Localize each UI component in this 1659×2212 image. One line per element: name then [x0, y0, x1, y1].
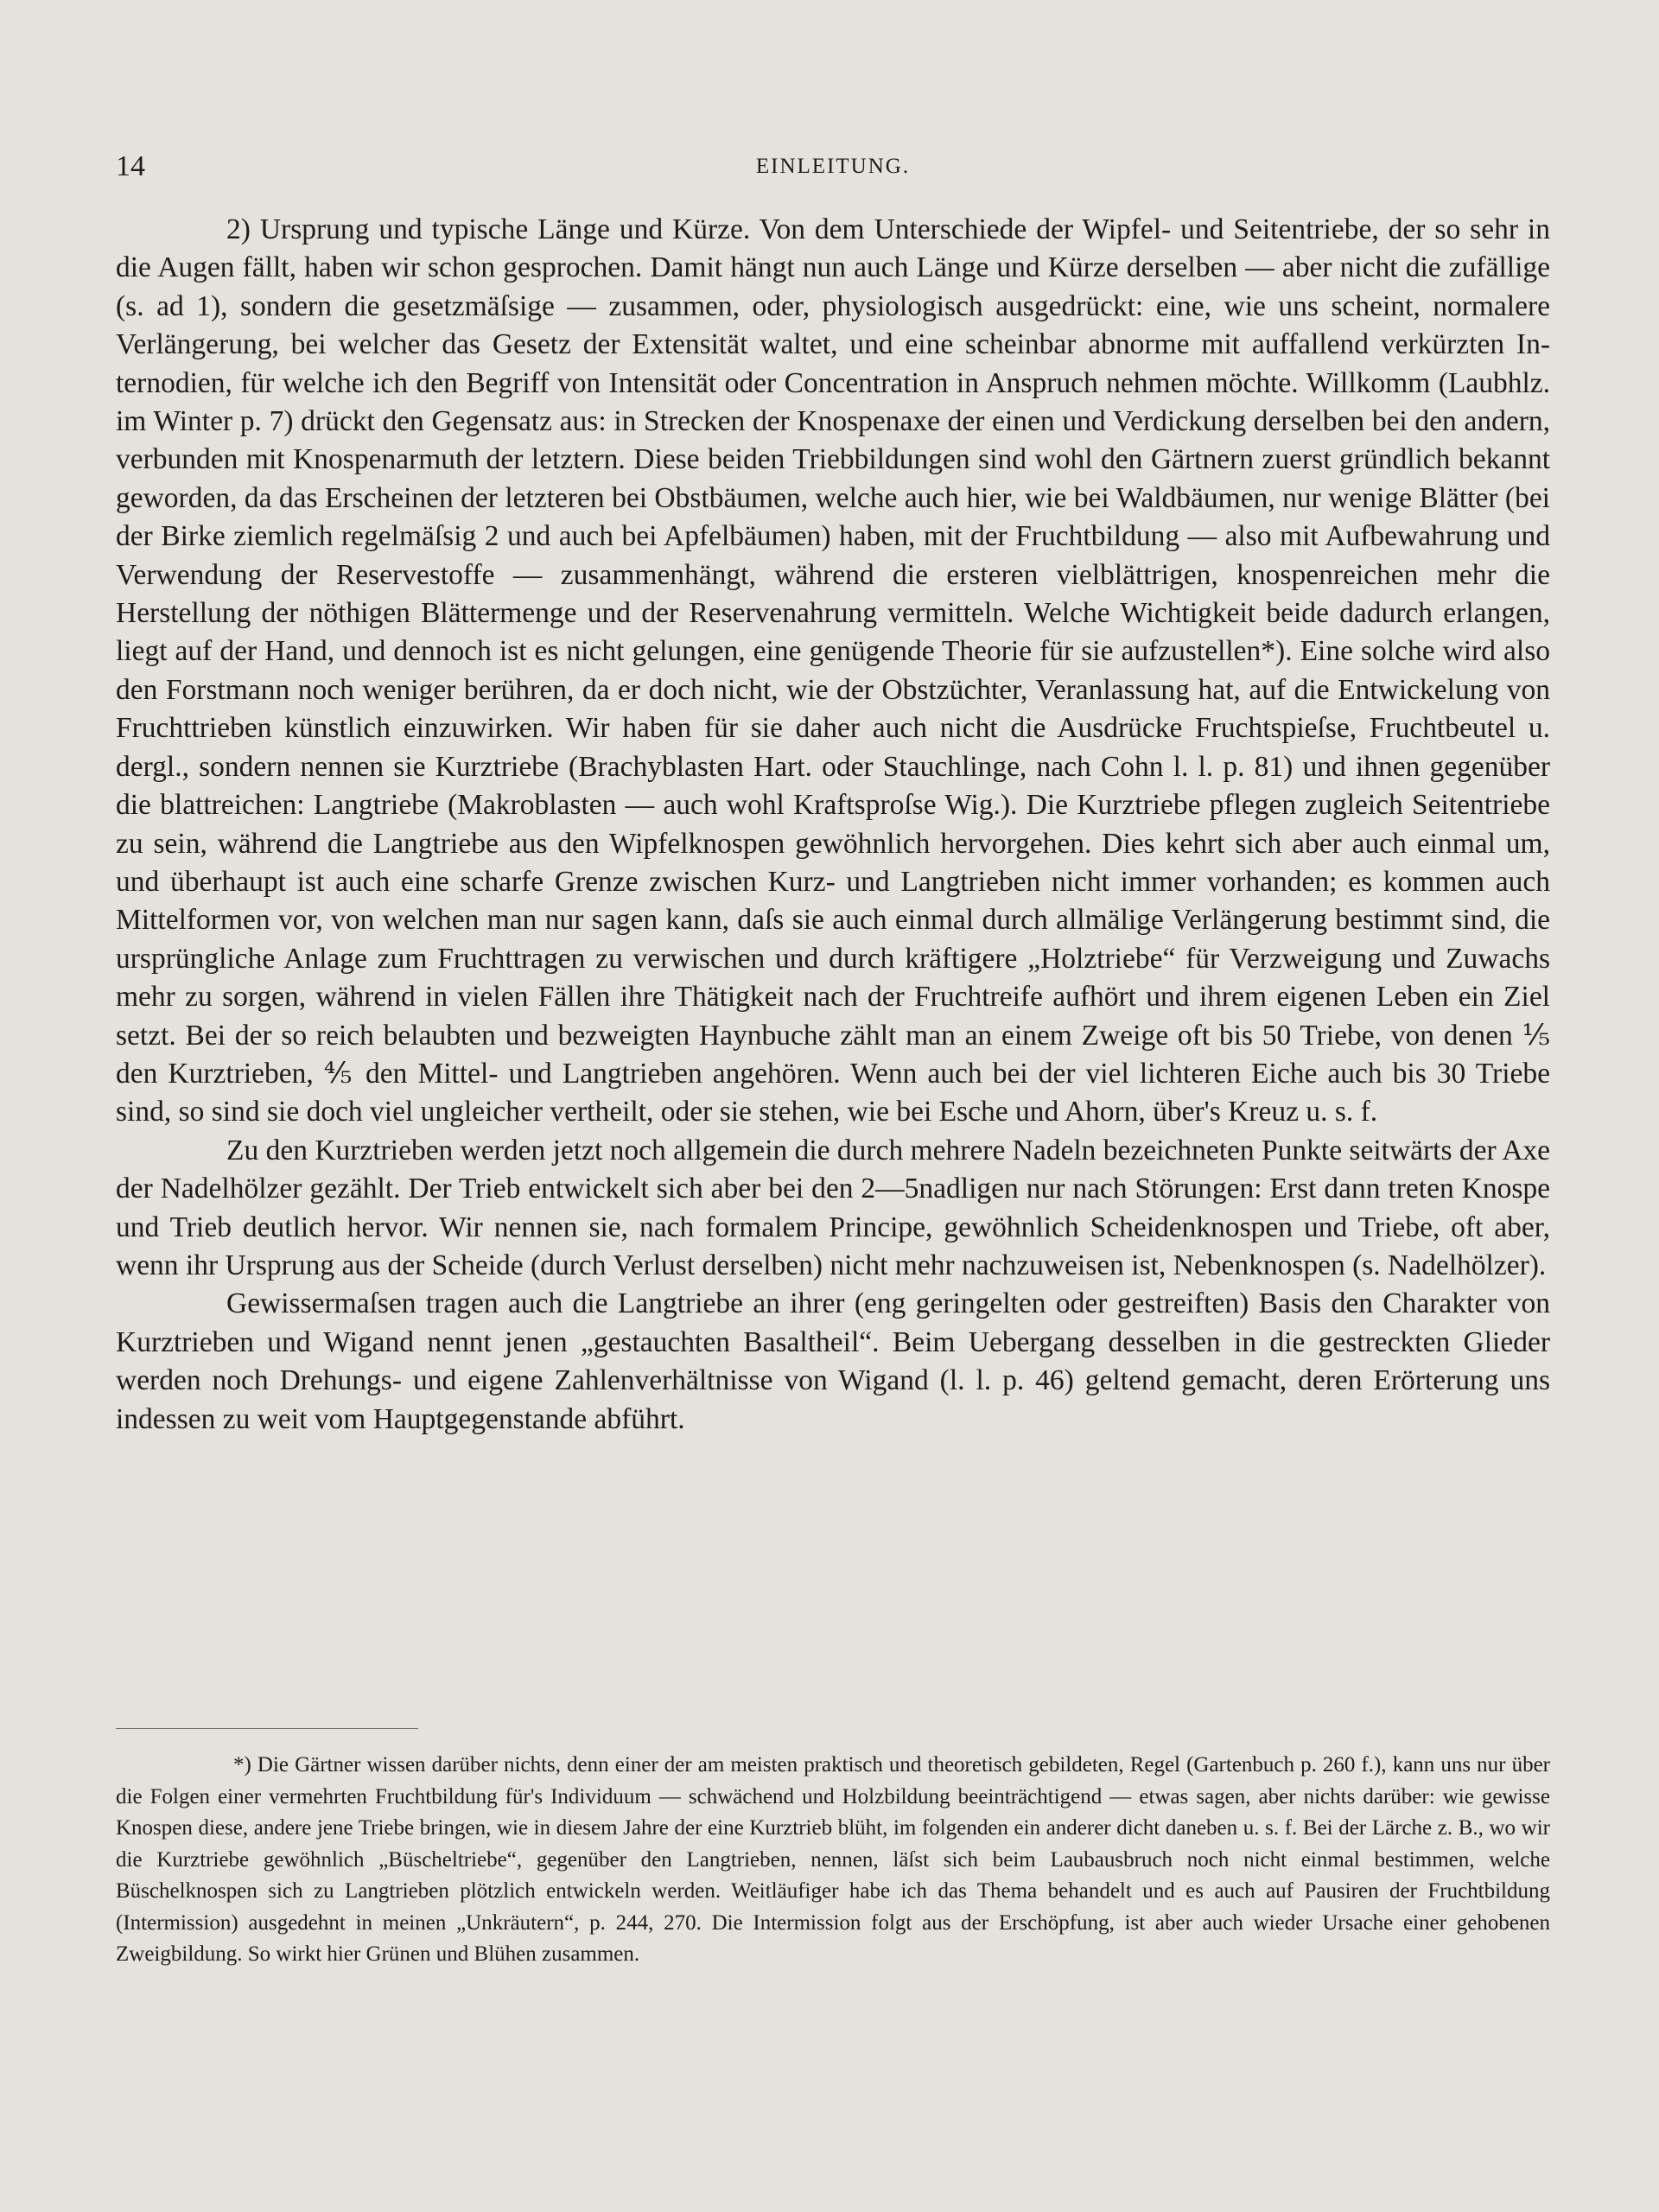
- main-text: [116, 211, 1550, 1439]
- running-title: EINLEITUNG.: [755, 155, 911, 178]
- footnote: *) Die Gärtner wissen darüber nichts, denn einer der am meisten praktisch und theoretisch gebildeten, Regel (Gartenbuch p. 260 f.), kann uns nur über die Folgen einer vermehrten Fruchtbildung für's Individuum — schwächend und Holzbildung beeinträchtigend — etwas sagen, aber nichts darüber: wie gewisse Knospen diese, andere jene Triebe bringen, wie in diesem Jahre der eine Kurztrieb blüht, im folgenden ein anderer dicht daneben u. s. f. Bei der Lärche z. B., wo wir die Kurztriebe gewöhnlich „Büscheltriebe“, gegenüber den Langtrieben, nennen, läſst sich beim Laubausbruch noch nicht einmal bestimmen, welche Büschelknospen sich zu Langtrieben plötzlich entwickeln werden. Weitläufiger habe ich das Thema behandelt und es auch auf Pausiren der Fruchtbildung (Intermission) ausgedehnt in meinen „Unkräutern“, p. 244, 270. Die Intermission folgt aus der Erschöpfung, ist aber auch wieder Ursache einer gehobenen Zweigbildung. So wirkt hier Grünen und Blühen zusammen.: [116, 1753, 1550, 1966]
- footnote-divider: [116, 1728, 418, 1729]
- paragraph-2: Zu den Kurztrieben werden jetzt noch allgemein die durch mehrere Nadeln bezeichneten Punkte seitwärts der Axe der Nadelhölzer gezählt. Der Trieb entwickelt sich aber bei den 2—5nadligen nur nach Störungen: Erst dann treten Knospe und Trieb deutlich hervor. Wir nennen sie, nach formalem Principe, gewöhnlich Scheidenknospen und Triebe, oft aber, wenn ihr Ursprung aus der Scheide (durch Verlust derselben) nicht mehr nachzuweisen ist, Nebenknospen (s. Nadelhölzer).: [116, 1134, 1551, 1281]
- page-header: [116, 145, 1550, 188]
- paragraph-1: 2) Ursprung und typische Länge und Kürze. Von dem Unterschiede der Wipfel- und Seitentriebe, der so sehr in die Augen fällt, haben wir schon gesprochen. Damit hängt nun auch Länge und Kürze derselben — aber nicht die zufällige (s. ad 1), sondern die gesetzmäſsige — zusammen, oder, physiologisch ausgedrückt: eine, wie uns scheint, normalere Verlängerung, bei welcher das Gesetz der Extensität waltet, und eine scheinbar abnorme mit auffallend verkürzten Internodien, für welche ich den Begriff von Intensität oder Concentration in Anspruch nehmen möchte. Willkomm (Laubhlz. im Winter p. 7) drückt den Gegensatz aus: in Strecken der Knospenaxe der einen und Verdickung derselben bei den andern, verbunden mit Knospenarmuth der letztern. Diese beiden Triebbildungen sind wohl den Gärtnern zuerst gründlich bekannt geworden, da das Erscheinen der letzteren bei Obstbäumen, welche auch hier, wie bei Waldbäumen, nur wenige Blätter (bei der Birke ziemlich regelmäſsig 2 und auch bei Apfelbäumen) haben, mit der Fruchtbildung — also mit Aufbewahrung und Verwendung der Reservestoffe — zusammenhängt, während die ersteren vielblättrigen, knospenreichen mehr die Herstellung der nöthigen Blättermenge und der Reservenahrung vermitteln. Welche Wichtigkeit beide dadurch erlangen, liegt auf der Hand, und dennoch ist es nicht gelungen, eine genügende Theorie für sie aufzustellen*). Eine solche wird also den Forstmann noch weniger berühren, da er doch nicht, wie der Obstzüchter, Veranlassung hat, auf die Entwickelung von Fruchttrieben künstlich einzuwirken. Wir haben für sie daher auch nicht die Ausdrücke Fruchtspieſse, Fruchtbeutel u. dergl., sondern nennen sie Kurztriebe (Brachyblasten Hart. oder Stauchlinge, nach Cohn l. l. p. 81) und ihnen gegenüber die blattreichen: Langtriebe (Makroblasten — auch wohl Kraftsproſse Wig.). Die Kurztriebe pflegen zugleich Seitentriebe zu sein, während die Langtriebe aus den Wipfelknospen gewöhnlich hervorgehen. Dies kehrt sich aber auch einmal um, und überhaupt ist auch eine scharfe Grenze zwischen Kurz- und Langtrieben nicht immer vorhanden; es kommen auch Mittelformen vor, von welchen man nur sagen kann, daſs sie auch einmal durch allmälige Verlängerung bestimmt sind, die ursprüngliche Anlage zum Fruchttragen zu verwischen und durch kräftigere „Holztriebe“ für Verzweigung und Zuwachs mehr zu sorgen, während in vielen Fällen ihre Thätigkeit nach der Fruchtreife aufhört und ihrem eigenen Leben ein Ziel setzt. Bei der so reich belaubten und bezweigten Haynbuche zählt man an einem Zweige oft bis 50 Triebe, von denen ⅕ den Kurztrieben, ⅘ den Mittel- und Langtrieben angehören. Wenn auch bei der viel lichteren Eiche auch bis 30 Triebe sind, so sind sie doch viel ungleicher vertheilt, oder sie stehen, wie bei Esche und Ahorn, über's Kreuz u. s. f.: [116, 213, 1550, 1128]
- page-number: 14: [116, 150, 145, 182]
- paragraph-3: Gewissermaſsen tragen auch die Langtriebe an ihrer (eng geringelten oder gestreiften) Basis den Charakter von Kurztrieben und Wigand nennt jenen „gestauchten Basaltheil“. Beim Uebergang desselben in die gestreckten Glieder werden noch Drehungs- und eigene Zahlenverhältnisse von Wigand (l. l. p. 46) geltend gemacht, deren Erörterung uns indessen zu weit vom Hauptgegenstande abführt.: [116, 1287, 1550, 1435]
